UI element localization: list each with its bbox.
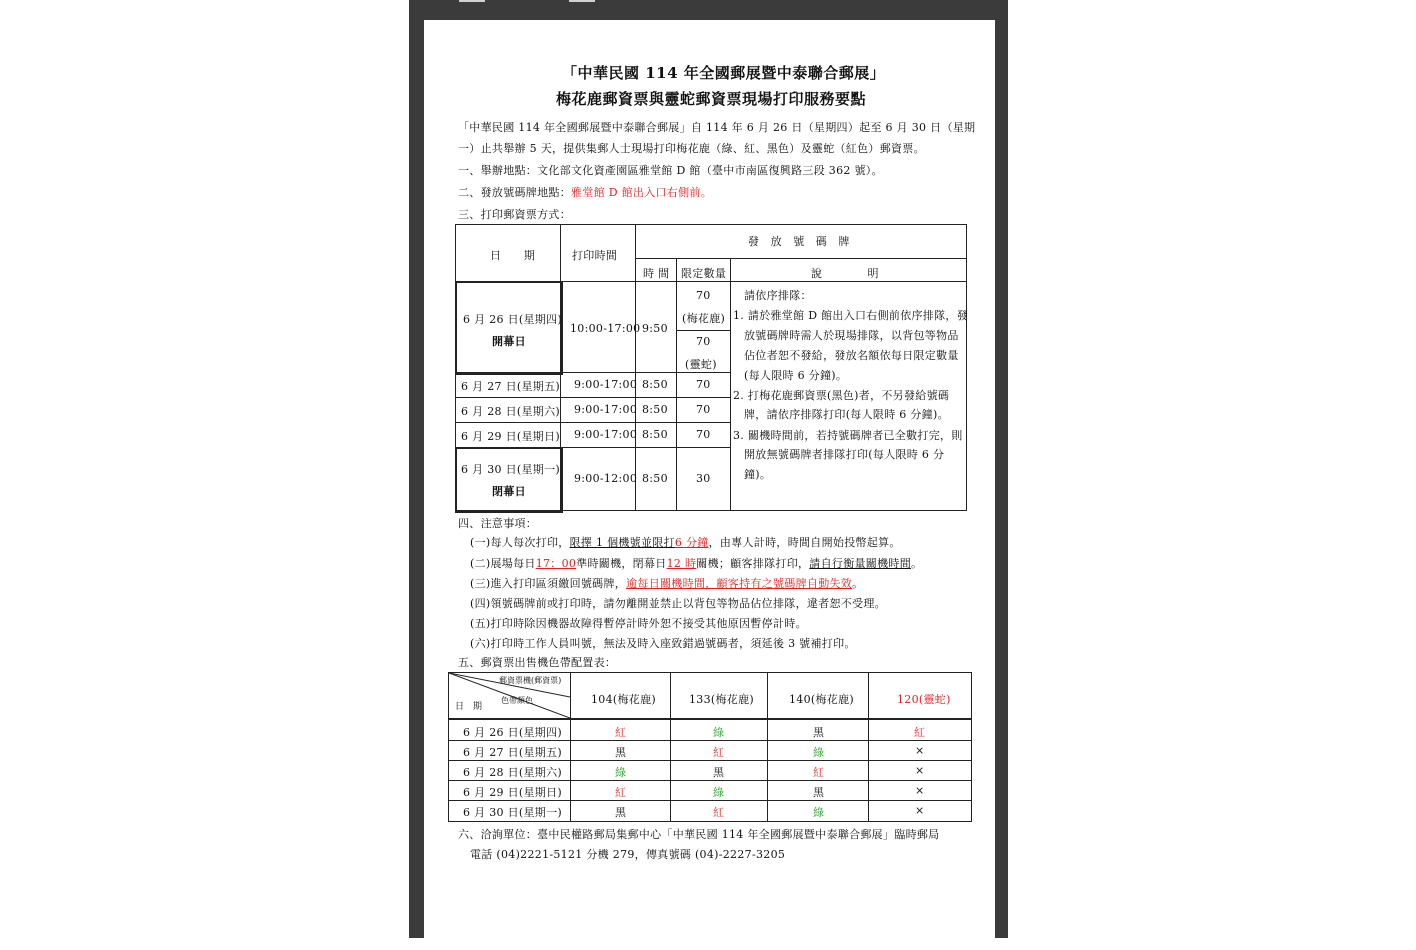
color-row2-date: 6 月 27 日(星期五) (463, 746, 562, 759)
note-1-b: 限擇 1 個機號並限打 (569, 536, 675, 549)
desc-line-3: 佔位者恕不發給，發放名額依每日限定數量 (744, 349, 959, 362)
note-2-g: 。 (911, 557, 923, 570)
doc-title-line2: 梅花鹿郵資票與靈蛇郵資票現場打印服務要點 (556, 90, 867, 108)
color-row1-c2: 綠 (713, 726, 725, 739)
viewer-toolbar (409, 0, 1008, 20)
note-4: (四)領號碼牌前或打印時，請勿離開並禁止以背包等物品佔位排隊，違者恕不受理。 (470, 597, 886, 610)
row5-date: 6 月 30 日(星期一) (461, 463, 560, 476)
color-row3-c3: 紅 (813, 766, 825, 779)
row3-time: 8:50 (642, 403, 668, 416)
color-row4-c4: × (915, 784, 925, 797)
note-1-a: (一)每人每次打印， (470, 536, 570, 549)
note-3-b: 逾每日關機時間，顧客持有之號碼牌自動失效 (626, 577, 853, 590)
section-venue: 一、舉辦地點：文化部文化資產園區雅堂館 D 館（臺中市南區復興路三段 362 號）。 (458, 164, 883, 177)
color-row3-c4: × (915, 764, 925, 777)
note-5: (五)打印時除因機器故障得暫停計時外恕不接受其他原因暫停計時。 (470, 617, 807, 630)
ticket-location-value: 雅堂館 D 館出入口右側前。 (571, 186, 713, 199)
schedule-table (455, 224, 967, 511)
row5-time: 8:50 (642, 472, 668, 485)
header-ticket: 發 放 號 碼 牌 (748, 235, 850, 248)
col-header-104: 104(梅花鹿) (591, 693, 656, 706)
section-ticket-location (458, 184, 712, 200)
note-2 (470, 555, 922, 571)
ticket-location-label: 二、發放號碼牌地點： (458, 186, 571, 199)
notes-heading: 四、注意事項： (458, 517, 538, 530)
desc-line-1: 1. 請於雅堂館 D 館出入口右側前依序排隊，發 (733, 309, 969, 322)
subheader-desc: 說 明 (811, 267, 879, 280)
color-row4-c3: 黑 (813, 786, 825, 799)
color-row1-c3: 黑 (813, 726, 825, 739)
note-1 (470, 534, 901, 550)
color-row5-c1: 黑 (615, 806, 627, 819)
desc-line-5: 2. 打梅花鹿郵資票(黑色)者，不另發給號碼 (733, 389, 950, 402)
row5-quota: 30 (696, 472, 711, 485)
desc-line-4: (每人限時 6 分鐘)。 (744, 369, 848, 382)
diag-bottom-label: 日 期 (455, 702, 483, 712)
color-row4-date: 6 月 29 日(星期日) (463, 786, 562, 799)
note-2-b: 17：00 (535, 557, 577, 570)
color-table (448, 672, 972, 822)
header-date: 日 期 (490, 249, 536, 262)
diag-mid-label: 色帶顏色 (501, 696, 533, 705)
diag-top-label: 郵資票機(郵資票) (499, 676, 562, 685)
subheader-quota: 限定數量 (681, 267, 727, 280)
color-row4-c1: 紅 (615, 786, 627, 799)
row4-date: 6 月 29 日(星期日) (461, 430, 560, 443)
color-row4-c2: 綠 (713, 786, 725, 799)
note-2-e: 關機；顧客排隊打印， (696, 557, 810, 570)
note-3 (470, 575, 863, 591)
contact-line1: 六、洽詢單位：臺中民權路郵局集郵中心「中華民國 114 年全國郵展暨中泰聯合郵展」臨時郵局 (458, 828, 940, 841)
desc-line-6: 牌，請依序排隊打印(每人限時 6 分鐘)。 (744, 408, 949, 421)
intro-line1: 「中華民國 114 年全國郵展暨中泰聯合郵展」自 114 年 6 月 26 日（星期四）起至 6 月 30 日（星期 (458, 121, 976, 134)
desc-line-8: 開放無號碼牌者排隊打印(每人限時 6 分 (744, 448, 945, 461)
row5-print: 9:00-12:00 (574, 472, 638, 485)
intro-line2: 一）止共舉辦 5 天，提供集郵人士現場打印梅花鹿（綠、紅、黑色）及靈蛇（紅色）郵資票。 (458, 142, 925, 155)
note-1-d: ，由專人計時，時間自開始投幣起算。 (708, 536, 901, 549)
row4-time: 8:50 (642, 428, 668, 441)
color-row2-c4: × (915, 744, 925, 757)
note-2-f: 請自行衡量關機時間 (809, 557, 911, 570)
row2-date: 6 月 27 日(星期五) (461, 380, 560, 393)
doc-title-line1: 「中華民國 114 年全國郵展暨中泰聯合郵展」 (562, 64, 886, 82)
row1-print: 10:00-17:00 (570, 322, 641, 335)
color-row3-c1: 綠 (615, 766, 627, 779)
row5-note: 閉幕日 (492, 485, 526, 498)
document-page (424, 20, 995, 950)
color-row5-date: 6 月 30 日(星期一) (463, 806, 562, 819)
note-2-d: 12 時 (666, 557, 697, 570)
section-print-method: 三、打印郵資票方式： (458, 208, 571, 221)
col-header-133: 133(梅花鹿) (689, 693, 754, 706)
row2-quota: 70 (696, 378, 711, 391)
row1-note: 開幕日 (492, 335, 526, 348)
toolbar-marker-left (459, 0, 485, 2)
desc-line-2: 放號碼牌時需人於現場排隊，以背包等物品 (744, 329, 959, 342)
color-row1-date: 6 月 26 日(星期四) (463, 726, 562, 739)
color-row5-c3: 綠 (813, 806, 825, 819)
note-3-c: 。 (852, 577, 864, 590)
desc-line-7: 3. 關機時間前，若持號碼牌者已全數打完，則 (733, 429, 963, 442)
color-row2-c1: 黑 (615, 746, 627, 759)
col-header-120: 120(靈蛇) (897, 693, 951, 706)
note-2-c: 準時關機，閉幕日 (576, 557, 667, 570)
color-row3-c2: 黑 (713, 766, 725, 779)
row4-print: 9:00-17:00 (574, 428, 638, 441)
color-row5-c2: 紅 (713, 806, 725, 819)
row3-print: 9:00-17:00 (574, 403, 638, 416)
row1-quota-b-label: (靈蛇) (685, 358, 717, 371)
contact-line2: 電話 (04)2221-5121 分機 279，傳真號碼 (04)-2227-3205 (470, 848, 786, 861)
pdf-viewer (409, 0, 1008, 938)
row3-date: 6 月 28 日(星期六) (461, 405, 560, 418)
row2-print: 9:00-17:00 (574, 378, 638, 391)
note-1-c: 6 分鐘 (674, 536, 709, 549)
header-print-time: 打印時間 (572, 249, 618, 262)
note-6: (六)打印時工作人員叫號，無法及時入座致錯過號碼者，須延後 3 號補打印。 (470, 637, 856, 650)
desc-line-0: 請依序排隊： (744, 289, 812, 302)
row4-quota: 70 (696, 428, 711, 441)
col-header-140: 140(梅花鹿) (789, 693, 854, 706)
color-row2-c3: 綠 (813, 746, 825, 759)
color-row1-c1: 紅 (615, 726, 627, 739)
desc-line-9: 鐘)。 (744, 468, 772, 481)
row1-date: 6 月 26 日(星期四) (463, 313, 562, 326)
toolbar-marker-right (569, 0, 595, 2)
note-2-a: (二)展場每日 (470, 557, 536, 570)
row2-time: 8:50 (642, 378, 668, 391)
row3-quota: 70 (696, 403, 711, 416)
color-row2-c2: 紅 (713, 746, 725, 759)
subheader-time: 時 間 (643, 267, 670, 280)
row1-time: 9:50 (642, 322, 668, 335)
row1-quota-b: 70 (696, 335, 711, 348)
row1-quota-a: 70 (696, 289, 711, 302)
color-row5-c4: × (915, 804, 925, 817)
row1-quota-a-label: (梅花鹿) (682, 312, 726, 325)
color-row3-date: 6 月 28 日(星期六) (463, 766, 562, 779)
note-3-a: (三)進入打印區須繳回號碼牌， (470, 577, 627, 590)
color-row1-c4: 紅 (914, 726, 926, 739)
section-colors-heading: 五、郵資票出售機色帶配置表： (458, 656, 617, 669)
